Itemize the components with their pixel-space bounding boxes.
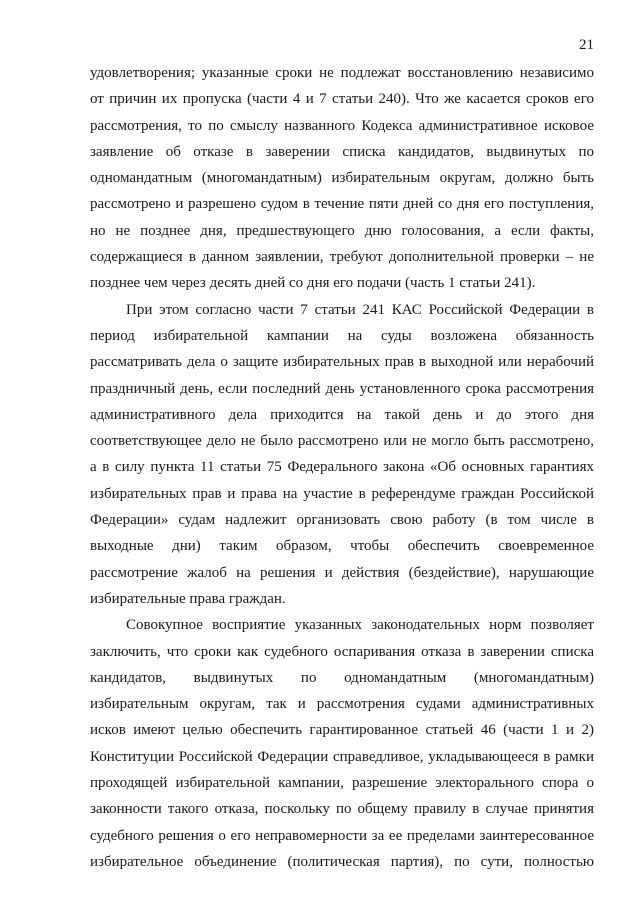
text-line: рассмотрения, то по смыслу названного Кодекса административное исковое <box>90 117 594 134</box>
text-line: избирательное объединение (политическая партия), по сути, полностью <box>90 853 594 870</box>
paragraph <box>90 60 594 297</box>
page-body <box>90 60 594 875</box>
text-line: а в силу пункта 11 статьи 75 Федерального закона «Об основных гарантиях <box>90 459 594 476</box>
text-line: праздничный день, если последний день установленного срока рассмотрения <box>90 380 594 397</box>
text-line: удовлетворения; указанные сроки не подлежат восстановлению независимо <box>90 65 594 81</box>
text-line: При этом согласно части 7 статьи 241 КАС Российской Федерации в <box>126 301 594 318</box>
text-line: исков имеют целью обеспечить гарантированное статьей 46 (части 1 и 2) <box>90 722 594 739</box>
paragraph <box>90 297 594 613</box>
text-line: судебного решения о его неправомерности за ее пределами заинтересованное <box>90 827 594 844</box>
text-line: но не позднее дня, предшествующего дню голосования, а если факты, <box>90 222 594 239</box>
text-line: Конституции Российской Федерации справедливое, укладывающееся в рамки <box>90 748 594 765</box>
text-line: выходные дни) таким образом, чтобы обеспечить своевременное <box>90 538 594 555</box>
text-line: административного дела приходится на такой день и до этого дня <box>90 406 594 423</box>
text-line: избирательным округам, так и рассмотрения судами административных <box>90 696 594 713</box>
text-line: рассмотрение жалоб на решения и действия (бездействие), нарушающие <box>90 564 594 581</box>
text-line: Совокупное восприятие указанных законодательных норм позволяет <box>126 617 594 634</box>
text-line: рассмотрено и разрешено судом в течение пяти дней со дня его поступления, <box>90 196 594 213</box>
text-line: кандидатов, выдвинутых по одномандатным (многомандатным) <box>90 669 594 686</box>
text-line: заключить, что сроки как судебного оспаривания отказа в заверении списка <box>90 643 594 660</box>
text-line: одномандатным (многомандатным) избирательным округам, должно быть <box>90 170 594 187</box>
paragraph <box>90 612 594 875</box>
text-line: рассматривать дела о защите избирательных прав в выходной или нерабочий <box>90 354 594 371</box>
text-line: проходящей избирательной кампании, разрешение электорального спора о <box>90 775 594 792</box>
text-line: от причин их пропуска (части 4 и 7 статьи 240). Что же касается сроков его <box>90 91 594 108</box>
text-line: избирательные права граждан. <box>90 590 286 607</box>
text-line: позднее чем через десять дней со дня его подачи (часть 1 статьи 241). <box>90 275 536 292</box>
text-line: период избирательной кампании на суды возложена обязанность <box>90 327 594 344</box>
text-line: содержащиеся в данном заявлении, требуют дополнительной проверки – не <box>90 249 594 266</box>
text-line: избирательных прав и права на участие в референдуме граждан Российской <box>90 485 594 502</box>
page-number: 21 <box>579 37 594 53</box>
text-line: законности такого отказа, поскольку по общему правилу в случае принятия <box>90 801 594 818</box>
text-line: соответствующее дело не было рассмотрено или не могло быть рассмотрено, <box>90 433 594 450</box>
text-line: Федерации» судам надлежит организовать свою работу (в том числе в <box>90 512 594 529</box>
text-line: заявление об отказе в заверении списка кандидатов, выдвинутых по <box>90 143 594 160</box>
